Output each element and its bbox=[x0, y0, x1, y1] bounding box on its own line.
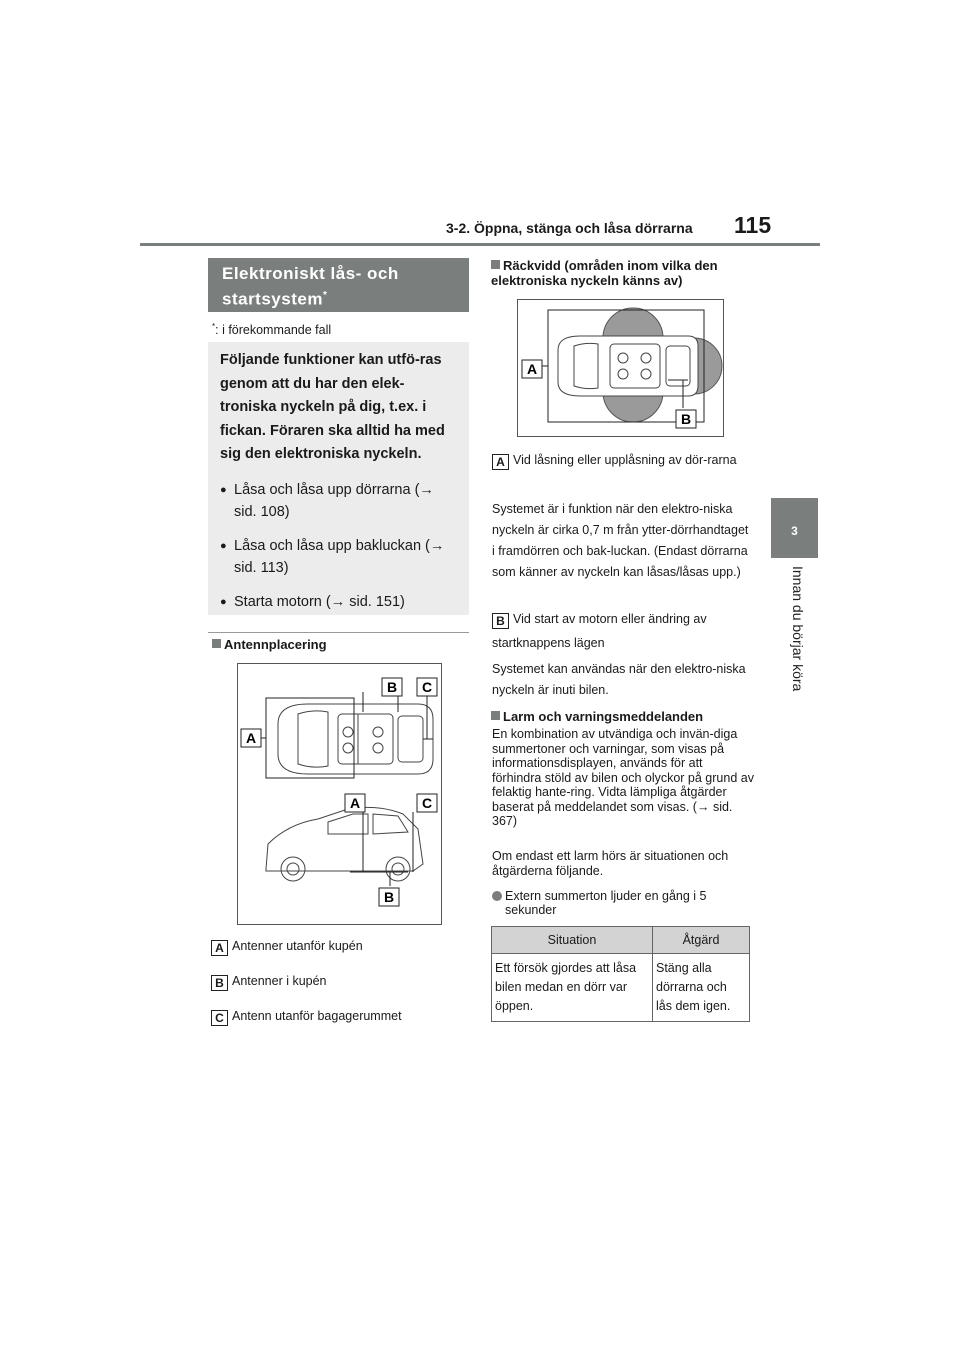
table-cell-situation: Ett försök gjordes att låsa bilen medan en dörr var öppen. bbox=[492, 954, 653, 1022]
alarm-paragraph: En kombination av utvändiga och invän-diga summertoner och varningar, som visas på informationsdisplayen, används för att förhindra stöld av bilen och olyckor på grund av felaktig hante-ring. Vidta lämpliga åtgärder baserat på meddelandet som visas. (→ sid. 367) bbox=[492, 727, 754, 828]
footnote-text: : i förekommande fall bbox=[215, 323, 332, 338]
fig-label-a: A bbox=[526, 361, 538, 377]
title-line2: startsystem bbox=[222, 289, 323, 309]
legend-c: C Antenn utanför bagagerummet bbox=[211, 1008, 402, 1026]
item-a: A Vid låsning eller upplåsning av dör-rarna bbox=[492, 448, 754, 472]
legend-b: B Antenner i kupén bbox=[211, 973, 327, 991]
square-bullet-icon bbox=[491, 711, 500, 720]
table-header-situation: Situation bbox=[492, 927, 653, 954]
situation-table bbox=[491, 926, 750, 1022]
legend-a: A Antenner utanför kupén bbox=[211, 938, 363, 956]
divider bbox=[208, 632, 469, 633]
page-number: 115 bbox=[734, 212, 772, 238]
item-b: B Vid start av motorn eller ändring av startknappens lägen bbox=[492, 612, 707, 650]
info-bullet: ● Låsa och låsa upp dörrarna (→ sid. 108) bbox=[220, 479, 457, 523]
antenna-figure bbox=[237, 663, 442, 925]
range-heading: Räckvidd (områden inom vilka den elektroniska nyckeln känns av) bbox=[491, 258, 718, 288]
alarm-paragraph-2: Om endast ett larm hörs är situationen och åtgärderna följande. bbox=[492, 849, 729, 878]
antenna-diagram bbox=[238, 664, 441, 924]
square-bullet-icon bbox=[212, 639, 221, 648]
fig-label-a-top: A bbox=[245, 730, 257, 746]
footnote bbox=[212, 322, 331, 337]
footnote-marker: * bbox=[212, 322, 216, 331]
range-diagram bbox=[518, 300, 723, 436]
chapter-tab: 3 bbox=[771, 498, 818, 558]
table-cell-action: Stäng alla dörrarna och lås dem igen. bbox=[653, 954, 750, 1022]
alarm-heading: Larm och varningsmeddelanden bbox=[491, 709, 703, 724]
paragraph-a: Systemet är i funktion när den elektro-niska nyckeln är cirka 0,7 m från ytter-dörrhandtaget i framdörren och bak-luckan. (Endast dörrarna som känner av nyckeln kan låsas/låsas upp.) bbox=[492, 502, 749, 579]
fig-label-c-side: C bbox=[421, 795, 433, 811]
table-row bbox=[492, 954, 750, 1022]
dot-item: Extern summerton ljuder en gång i 5 sekunder bbox=[492, 889, 754, 917]
info-bullet: ● Låsa och låsa upp bakluckan (→ sid. 113) bbox=[220, 535, 457, 579]
fig-label-c-top: C bbox=[421, 679, 433, 695]
car-side-view bbox=[266, 807, 423, 881]
table-header-row bbox=[492, 927, 750, 954]
chapter-title: Innan du börjar köra bbox=[790, 566, 806, 692]
antenna-heading: Antennplacering bbox=[212, 637, 327, 652]
car-top-view bbox=[278, 704, 433, 774]
table-header-action: Åtgärd bbox=[653, 927, 750, 954]
square-bullet-icon bbox=[491, 260, 500, 269]
fig-label-b-top: B bbox=[386, 679, 398, 695]
header-rule bbox=[140, 243, 820, 246]
fig-label-b-side: B bbox=[383, 889, 395, 905]
section-title: 3-2. Öppna, stänga och låsa dörrarna bbox=[446, 220, 693, 236]
title-marker: * bbox=[322, 290, 328, 301]
fig-label-a-side: A bbox=[349, 795, 361, 811]
info-intro: Följande funktioner kan utfö-ras genom att du har den elek-troniska nyckeln på dig, t.ex. i fickan. Föraren ska alltid ha med sig den elektroniska nyckeln. bbox=[220, 352, 445, 462]
paragraph-b: Systemet kan användas när den elektro-niska nyckeln är inuti bilen. bbox=[492, 662, 746, 697]
info-bullet: ● Starta motorn (→ sid. 151) bbox=[220, 591, 457, 613]
car-top-view bbox=[558, 336, 698, 396]
info-box bbox=[208, 342, 469, 615]
title-line1: Elektroniskt lås- och bbox=[222, 264, 399, 283]
range-figure bbox=[517, 299, 724, 437]
fig-label-b: B bbox=[680, 411, 692, 427]
section-title-box bbox=[208, 258, 469, 312]
